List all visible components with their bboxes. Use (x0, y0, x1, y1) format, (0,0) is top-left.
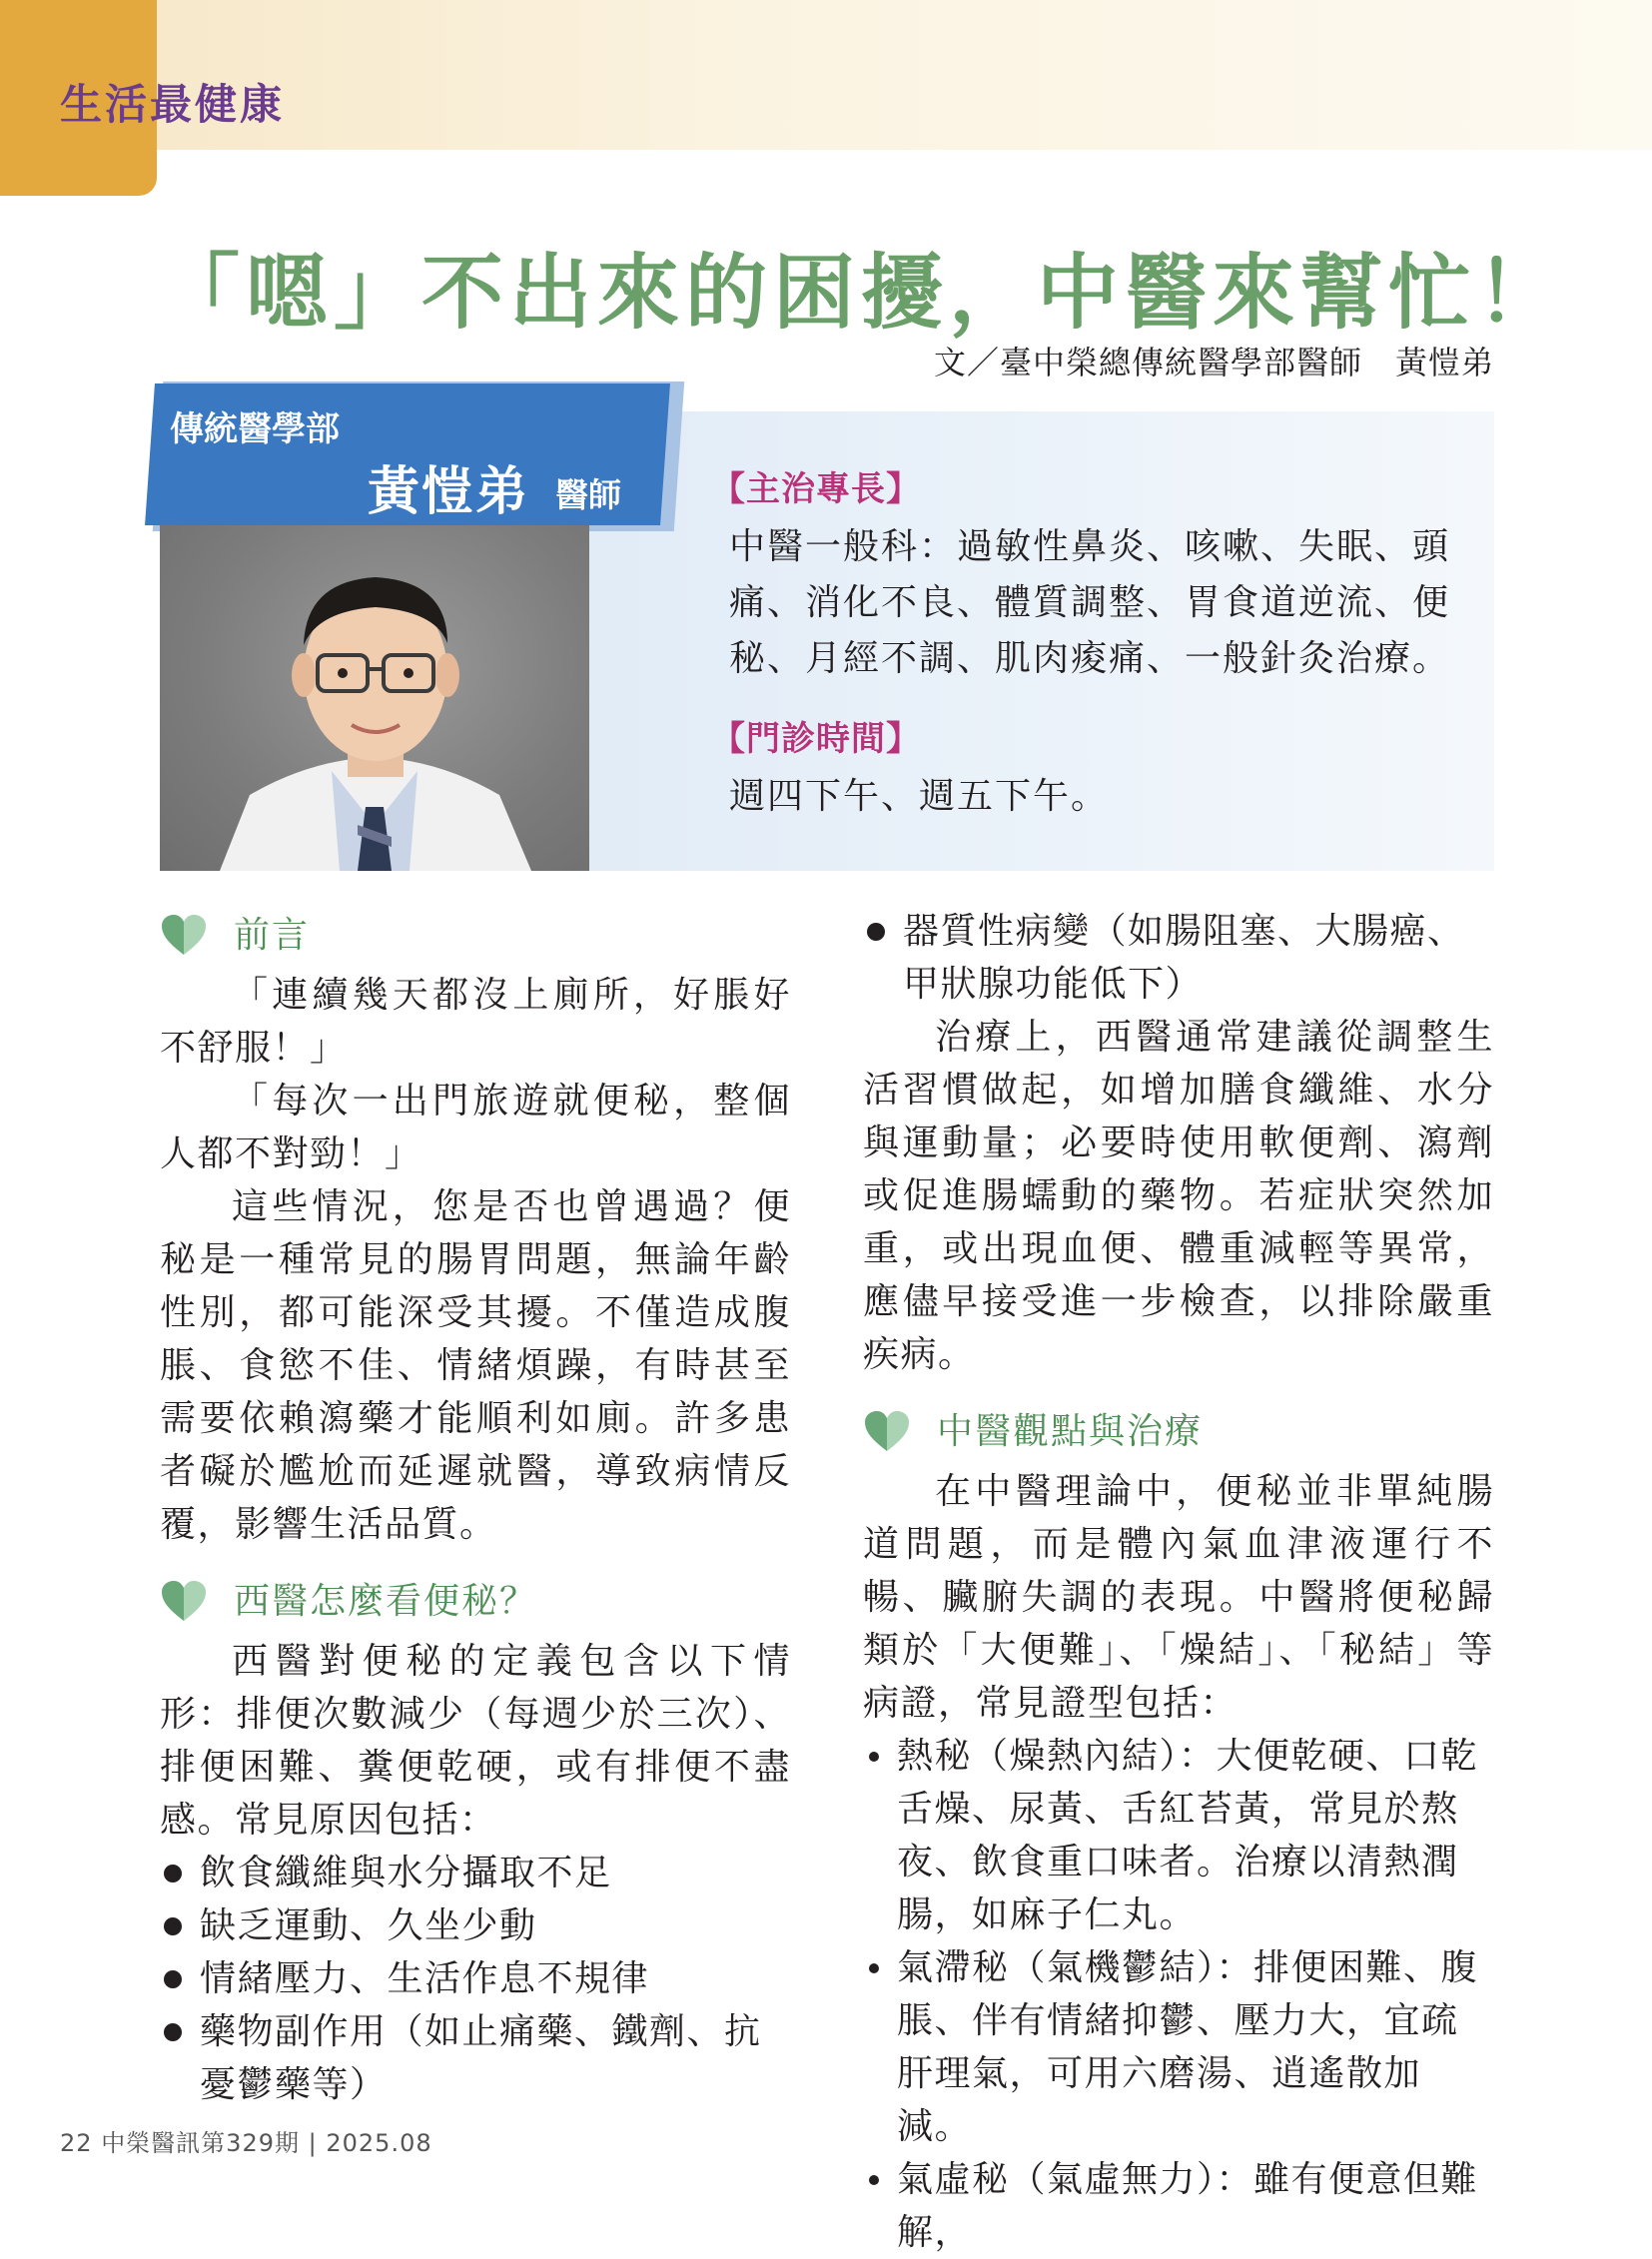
left-column (160, 905, 791, 2111)
specialty-line: 秘、月經不調、肌肉痠痛、一般針灸治療。 (729, 638, 1451, 679)
western-heading (160, 1571, 791, 1631)
tcm-heading-text: 中醫觀點與治療 (937, 1410, 1204, 1452)
heart-icon (160, 1579, 208, 1623)
footer-separator: | (308, 2129, 318, 2157)
list-item: 缺乏運動、久坐少動 (160, 1899, 791, 1952)
heart-icon (863, 1409, 911, 1453)
heart-icon (160, 913, 208, 957)
clinic-hours-heading: 【門診時間】 (711, 719, 921, 759)
western-treatment: 治療上，西醫通常建議從調整生活習慣做起，如增加膳食纖維、水分與運動量；必要時使用軟便劑、瀉劑或促進腸蠕動的藥物。若症狀突然加重，或出現血便、體重減輕等異常，應儘早接受進一步檢查，以排除嚴重疾病。 (863, 1017, 1494, 1375)
cause-list (160, 1847, 791, 2111)
publication-name: 中榮醫訊第329期 (101, 2129, 300, 2157)
intro-quote-1: 「連續幾天都沒上廁所，好脹好不舒服！」 (160, 975, 791, 1069)
list-item: 器質性病變（如腸阻塞、大腸癌、甲狀腺功能低下） (863, 905, 1494, 1011)
section-label: 生活最健康 (60, 80, 286, 129)
list-item: 熱秘（燥熱內結）：大便乾硬、口乾舌燥、尿黃、舌紅苔黃，常見於熬夜、飲食重口味者。治療以清熱潤腸，如麻子仁丸。 (863, 1730, 1494, 1941)
department-name: 傳統醫學部 (170, 409, 340, 449)
list-item: 氣滯秘（氣機鬱結）：排便困難、腹脹、伴有情緒抑鬱、壓力大，宜疏肝理氣，可用六磨湯、逍遙散加減。 (863, 1941, 1494, 2153)
specialty-line: 中醫一般科：過敏性鼻炎、咳嗽、失眠、頭 (729, 526, 1451, 567)
intro-quote-2: 「每次一出門旅遊就便秘，整個人都不對勁！」 (160, 1081, 791, 1174)
intro-heading-text: 前言 (234, 914, 311, 956)
page-number: 22 (60, 2129, 93, 2157)
list-item: 情緒壓力、生活作息不規律 (160, 1952, 791, 2005)
list-item: 飲食纖維與水分攝取不足 (160, 1847, 791, 1899)
intro-heading (160, 905, 791, 965)
syndrome-list (863, 1730, 1494, 2259)
specialty-text (729, 519, 1450, 687)
cause-list-continued (863, 905, 1494, 1011)
specialty-heading: 【主治專長】 (711, 469, 921, 509)
issue-date: 2025.08 (326, 2129, 432, 2157)
tcm-intro: 在中醫理論中，便秘並非單純腸道問題，而是體內氣血津液運行不暢、臟腑失調的表現。中醫將便秘歸類於「大便難」、「燥結」、「秘結」等病證，常見證型包括： (863, 1471, 1494, 1724)
doctor-title: 醫師 (555, 475, 621, 514)
right-column (863, 905, 1494, 2259)
intro-paragraph: 這些情況，您是否也曾遇過？便秘是一種常見的腸胃問題，無論年齡性別，都可能深受其擾。不僅造成腹脹、食慾不佳、情緒煩躁，有時甚至需要依賴瀉藥才能順利如廁。許多患者礙於尷尬而延遲就醫，導致病情反覆，影響生活品質。 (160, 1186, 791, 1545)
specialty-line: 痛、消化不良、體質調整、胃食道逆流、便 (729, 582, 1451, 623)
clinic-hours-text: 週四下午、週五下午。 (729, 776, 1110, 817)
author-byline: 文／臺中榮總傳統醫學部醫師 黃愷弟 (933, 344, 1494, 381)
list-item: 藥物副作用（如止痛藥、鐵劑、抗憂鬱藥等） (160, 2005, 791, 2111)
doctor-name: 黃愷弟 (368, 462, 530, 522)
tcm-heading (863, 1401, 1494, 1461)
page-footer (60, 2123, 432, 2158)
western-intro: 西醫對便秘的定義包含以下情形：排便次數減少（每週少於三次）、排便困難、糞便乾硬，或有排便不盡感。常見原因包括： (160, 1641, 791, 1841)
doctor-portrait (160, 525, 589, 871)
western-heading-text: 西醫怎麼看便秘？ (234, 1580, 538, 1622)
list-item: 氣虛秘（氣虛無力）：雖有便意但難解， (863, 2153, 1494, 2259)
article-title: 「嗯」不出來的困擾，中醫來幫忙！ (158, 246, 1565, 341)
